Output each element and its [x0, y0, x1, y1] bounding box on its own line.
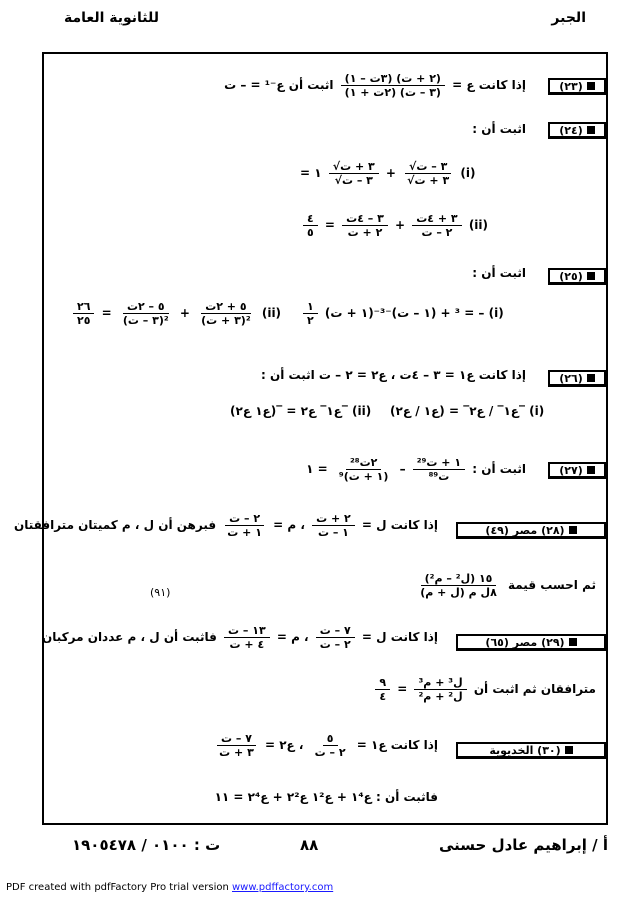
page-number: ٨٨: [300, 836, 319, 854]
pdffactory-link[interactable]: www.pdffactory.com: [232, 882, 334, 893]
footer-author: أ / إبراهيم عادل حسنى: [438, 836, 608, 854]
problem-25-ii: $\frac{٢٦}{٢٥}$ = $\frac{\text{٥ – ٢ت}}{\text{(٣ – ت)²}}$ + $\frac{\text{٥ + ٢ت}}{\text{(٣ + ت)²}}$ (ii): [70, 300, 281, 327]
footer-phone: ت : ٠١٠٠ / ١٩٠٥٤٧٨: [72, 836, 221, 854]
problem-number: (٢٨) مصر (٤٩): [456, 522, 606, 539]
problem-24-text: اثبت أن :: [472, 122, 526, 136]
side-note: (٩١): [150, 586, 171, 599]
problem-26-text: إذا كانت ع١ = ٣ – ٤ت ، ع٢ = ٢ – ت اثبت أن :: [261, 368, 526, 382]
problem-number: (٢٣): [548, 78, 606, 95]
problem-24-ii: $\frac{٤}{٥}$ = $\frac{\text{٣ – ٤ت}}{\text{٢ + ت}}$ + $\frac{\text{٣ + ٤ت}}{\text{٢ – ت}}$ (ii): [300, 212, 488, 239]
problem-number: (٣٠) الخديوية: [456, 742, 606, 759]
problem-25-text: اثبت أن :: [472, 266, 526, 280]
problem-number: (٢٤): [548, 122, 606, 139]
problem-number: (٢٥): [548, 268, 606, 285]
problem-number: (٢٩) مصر (٦٥): [456, 634, 606, 651]
problem-29-then: مترافقان ثم اثبت أن $\frac{\text{ل³ + م³}}{\text{ل² + م²}}$ = $\frac{٩}{٤}$: [372, 676, 596, 703]
header-title: الجبر: [551, 10, 586, 26]
problem-27: اثبت أن : $\frac{\text{١ + ت²⁹}}{\text{ت⁸⁹}}$ – $\frac{\text{٢ت²⁸}}{\text{(١ + ت)⁹}}$ = ١: [306, 456, 526, 483]
problem-29: إذا كانت ل = $\frac{\text{٧ – ت}}{\text{٢ – ت}}$ ، م = $\frac{\text{١٣ – ت}}{\text{٤ + ت}}$ فاثبت أن ل ، م عددان مركبان: [42, 624, 438, 651]
problem-number: (٢٧): [548, 462, 606, 479]
problem-25-i: $\frac{١}{٢}$ (١ + ت)⁻³ + (١ – ت)⁻³ = – (i): [300, 300, 504, 327]
problem-24-i: = ١ $\frac{\text{√٣ + ت}}{\text{√٣ – ت}}$ + $\frac{\text{√٣ – ت}}{\text{√٣ + ت}}$ (i): [300, 160, 476, 187]
header-subject: للثانوية العامة: [64, 10, 159, 26]
problem-28-then: ثم احسب قيمة $\frac{\text{١٥ (ل² – م²)}}{\text{٨ل م (ل + م)}}$: [420, 572, 596, 599]
problem-30-final: فاثبت أن : ع١⁴ + ع١² ع٢² + ع٢⁴ = ١١: [214, 790, 438, 804]
problem-26-ii: (ع١ ع٢)‾ = ع١‾ ع٢‾ (ii): [230, 404, 372, 418]
pdf-trial-note: PDF created with pdfFactory Pro trial version www.pdffactory.com: [6, 882, 334, 893]
problem-30: إذا كانت ع١ = $\frac{٥}{\text{٢ – ت}}$ ، ع٢ = $\frac{\text{٧ – ت}}{\text{٣ + ت}}$: [212, 732, 438, 759]
problem-23: إذا كانت ع = $\frac{\text{(٢ + ت) (٣ت – ١)}}{\text{(٣ – ت) (٢ت + ١)}}$ اثبت أن ع⁻¹ = – ت: [224, 72, 526, 99]
problem-number: (٢٦): [548, 370, 606, 387]
problem-26-i: ع١‾ / ع٢‾ = (ع١ / ع٢)‾ (i): [390, 404, 545, 418]
problem-28: إذا كانت ل = $\frac{\text{٢ + ت}}{\text{١ – ت}}$ ، م = $\frac{\text{٢ – ت}}{\text{١ + ت}}$ فبرهن أن ل ، م كميتان مترافقتان: [13, 512, 438, 539]
